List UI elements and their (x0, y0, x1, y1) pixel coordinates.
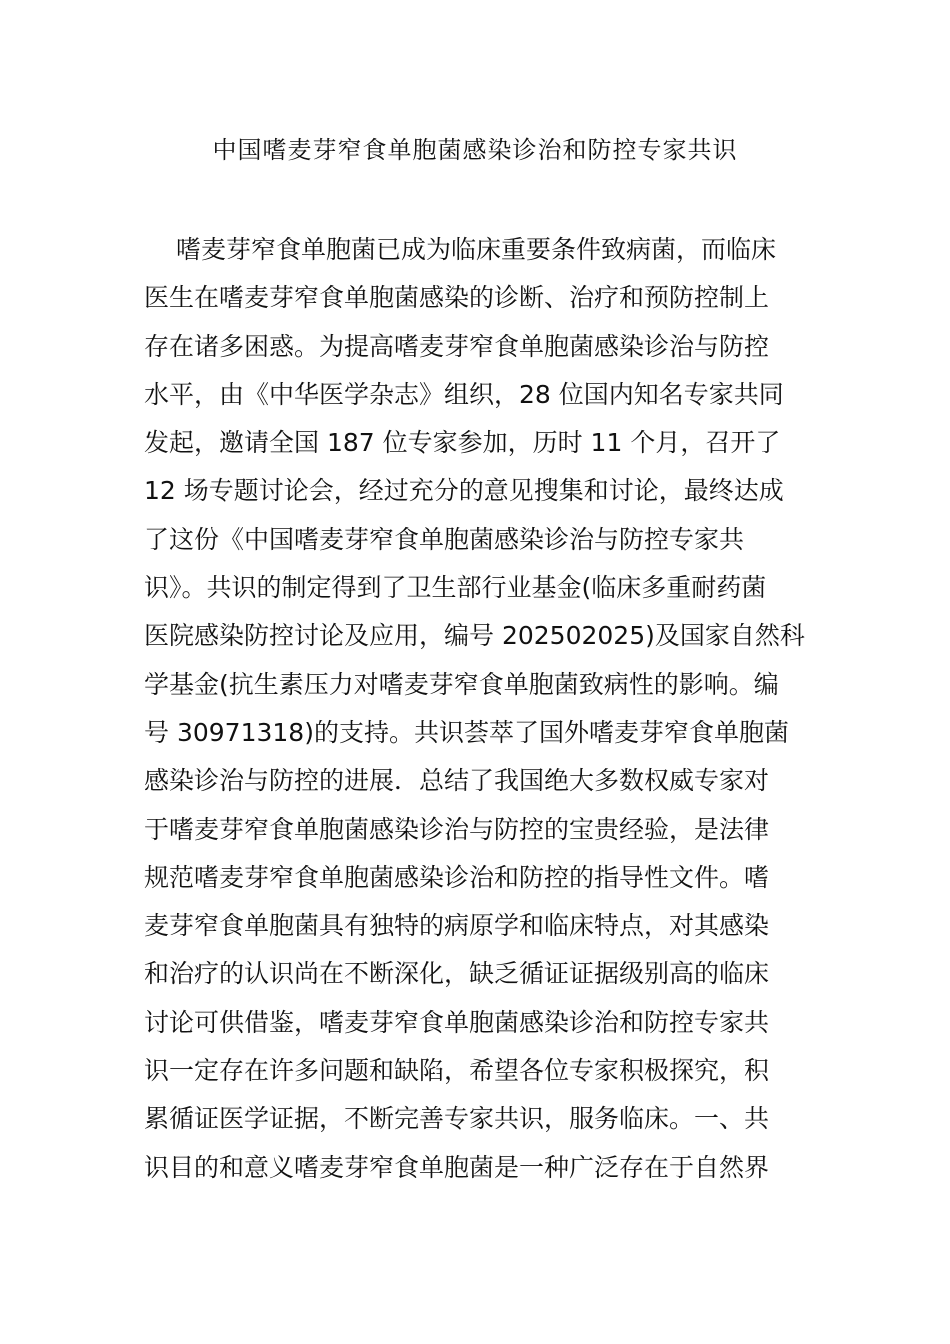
text-line: 水平，由《中华医学杂志》组织，28 位国内知名专家共同 (144, 379, 784, 409)
text-line: 识一定存在许多问题和缺陷，希望各位专家积极探究，积 (144, 1056, 770, 1086)
text-line: 医院感染防控讨论及应用，编号 202502025)及国家自然科 (144, 621, 805, 651)
text-line: 嗜麦芽窄食单胞菌已成为临床重要条件致病菌，而临床 (176, 235, 777, 264)
text-line: 感染诊治与防控的进展．总结了我国绝大多数权威专家对 (144, 766, 770, 796)
document-title: 中国嗜麦芽窄食单胞菌感染诊治和防控专家共识 (212, 136, 738, 164)
text-line: 累循证医学证据，不断完善专家共识，服务临床。一、共 (144, 1104, 770, 1134)
text-line: 了这份《中国嗜麦芽窄食单胞菌感染诊治与防控专家共 (144, 524, 745, 554)
text-line: 学基金(抗生素压力对嗜麦芽窄食单胞菌致病性的影响。编 (144, 669, 779, 699)
text-line: 识》。共识的制定得到了卫生部行业基金(临床多重耐药菌 (144, 573, 767, 603)
text-line: 规范嗜麦芽窄食单胞菌感染诊治和防控的指导性文件。嗜 (144, 862, 770, 892)
text-line: 于嗜麦芽窄食单胞菌感染诊治与防控的宝贵经验，是法律 (144, 814, 770, 844)
text-line: 识目的和意义嗜麦芽窄食单胞菌是一种广泛存在于自然界 (144, 1152, 770, 1182)
text-line: 麦芽窄食单胞菌具有独特的病原学和临床特点，对其感染 (144, 911, 770, 941)
text-line: 12 场专题讨论会，经过充分的意见搜集和讨论，最终达成 (144, 476, 784, 506)
text-line: 讨论可供借鉴，嗜麦芽窄食单胞菌感染诊治和防控专家共 (144, 1007, 770, 1037)
text-line: 医生在嗜麦芽窄食单胞菌感染的诊断、治疗和预防控制上 (144, 283, 770, 313)
text-line: 和治疗的认识尚在不断深化，缺乏循证证据级别高的临床 (144, 959, 770, 989)
text-line: 号 30971318)的支持。共识荟萃了国外嗜麦芽窄食单胞菌 (144, 717, 789, 747)
text-line: 发起，邀请全国 187 位专家参加，历时 11 个月，召开了 (144, 428, 781, 458)
body-paragraph (144, 226, 824, 1192)
text-line: 存在诸多困惑。为提高嗜麦芽窄食单胞菌感染诊治与防控 (144, 331, 770, 361)
